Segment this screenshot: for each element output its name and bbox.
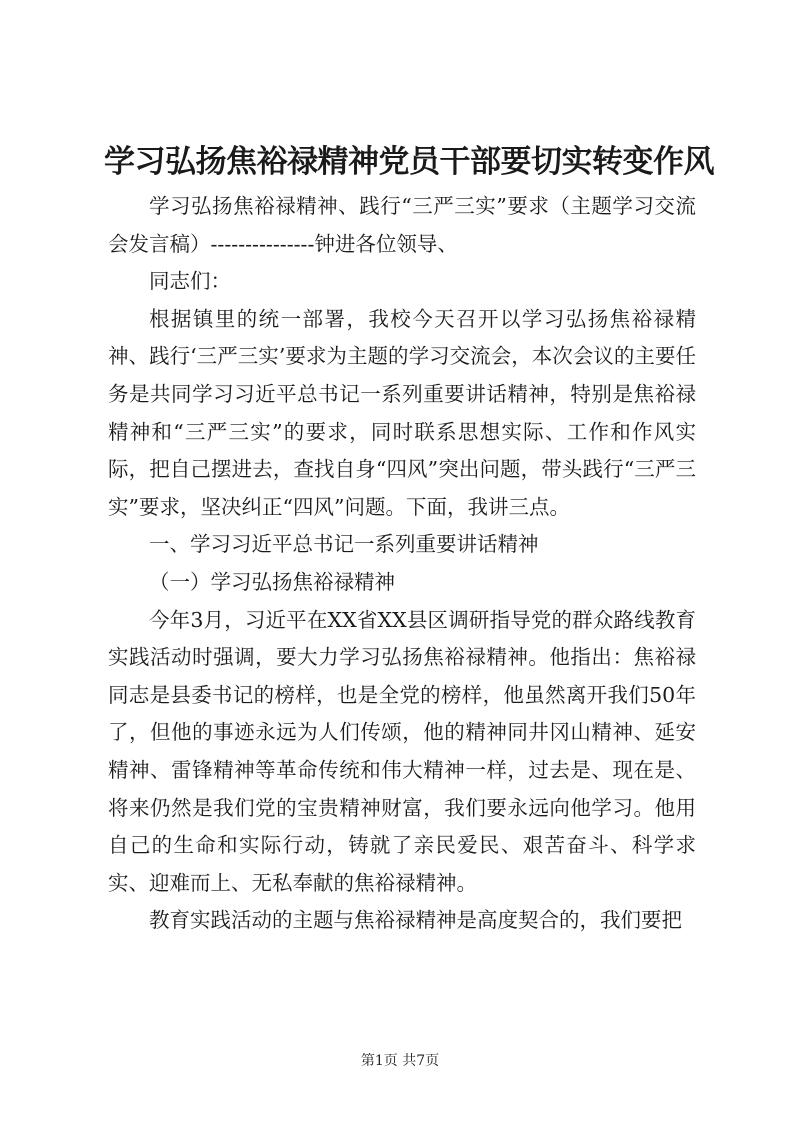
subsection-heading-1: （一）学习弘扬焦裕禄精神 (149, 569, 395, 594)
document-body (104, 140, 714, 940)
paragraph-opening: 根据镇里的统一部署，我校今天召开以学习弘扬焦裕禄精神、践行‘三严三实’要求为主题的学习交流会，本次会议的主要任务是共同学习习近平总书记一系列重要讲话精神，特别是焦裕禄精神和“三严三实”的要求，同时联系思想实际、工作和作风实际，把自己摆进去，查找自身“四风”突出问题，带头践行“三严三实”要求，坚决纠正“四风”问题。下面，我讲三点。 (108, 306, 696, 519)
paragraph-salutation: 同志们： (149, 269, 231, 294)
paragraph-intro: 学习弘扬焦裕禄精神、践行“三严三实”要求（主题学习交流会发言稿）---------------钟进各位领导、 (108, 194, 696, 256)
section-heading-1: 一、学习习近平总书记一系列重要讲话精神 (149, 532, 539, 557)
paragraph-body-2: 教育实践活动的主题与焦裕禄精神是高度契合的，我们要把 (149, 908, 682, 933)
page-number: 第1页 共7页 (360, 1053, 440, 1069)
paragraph-body-1: 今年3月，习近平在XX省XX县区调研指导党的群众路线教育实践活动时强调，要大力学习弘扬焦裕禄精神。他指出：焦裕禄同志是县委书记的榜样，也是全党的榜样，他虽然离开我们50年了，但他的事迹永远为人们传颂，他的精神同井冈山精神、延安精神、雷锋精神等革命传统和伟大精神一样，过去是、现在是、将来仍然是我们党的宝贵精神财富，我们要永远向他学习。他用自己的生命和实际行动，铸就了亲民爱民、艰苦奋斗、科学求实、迎难而上、无私奉献的焦裕禄精神。 (108, 607, 696, 895)
document-title: 学习弘扬焦裕禄精神党员干部要切实转变作风 (104, 144, 714, 180)
